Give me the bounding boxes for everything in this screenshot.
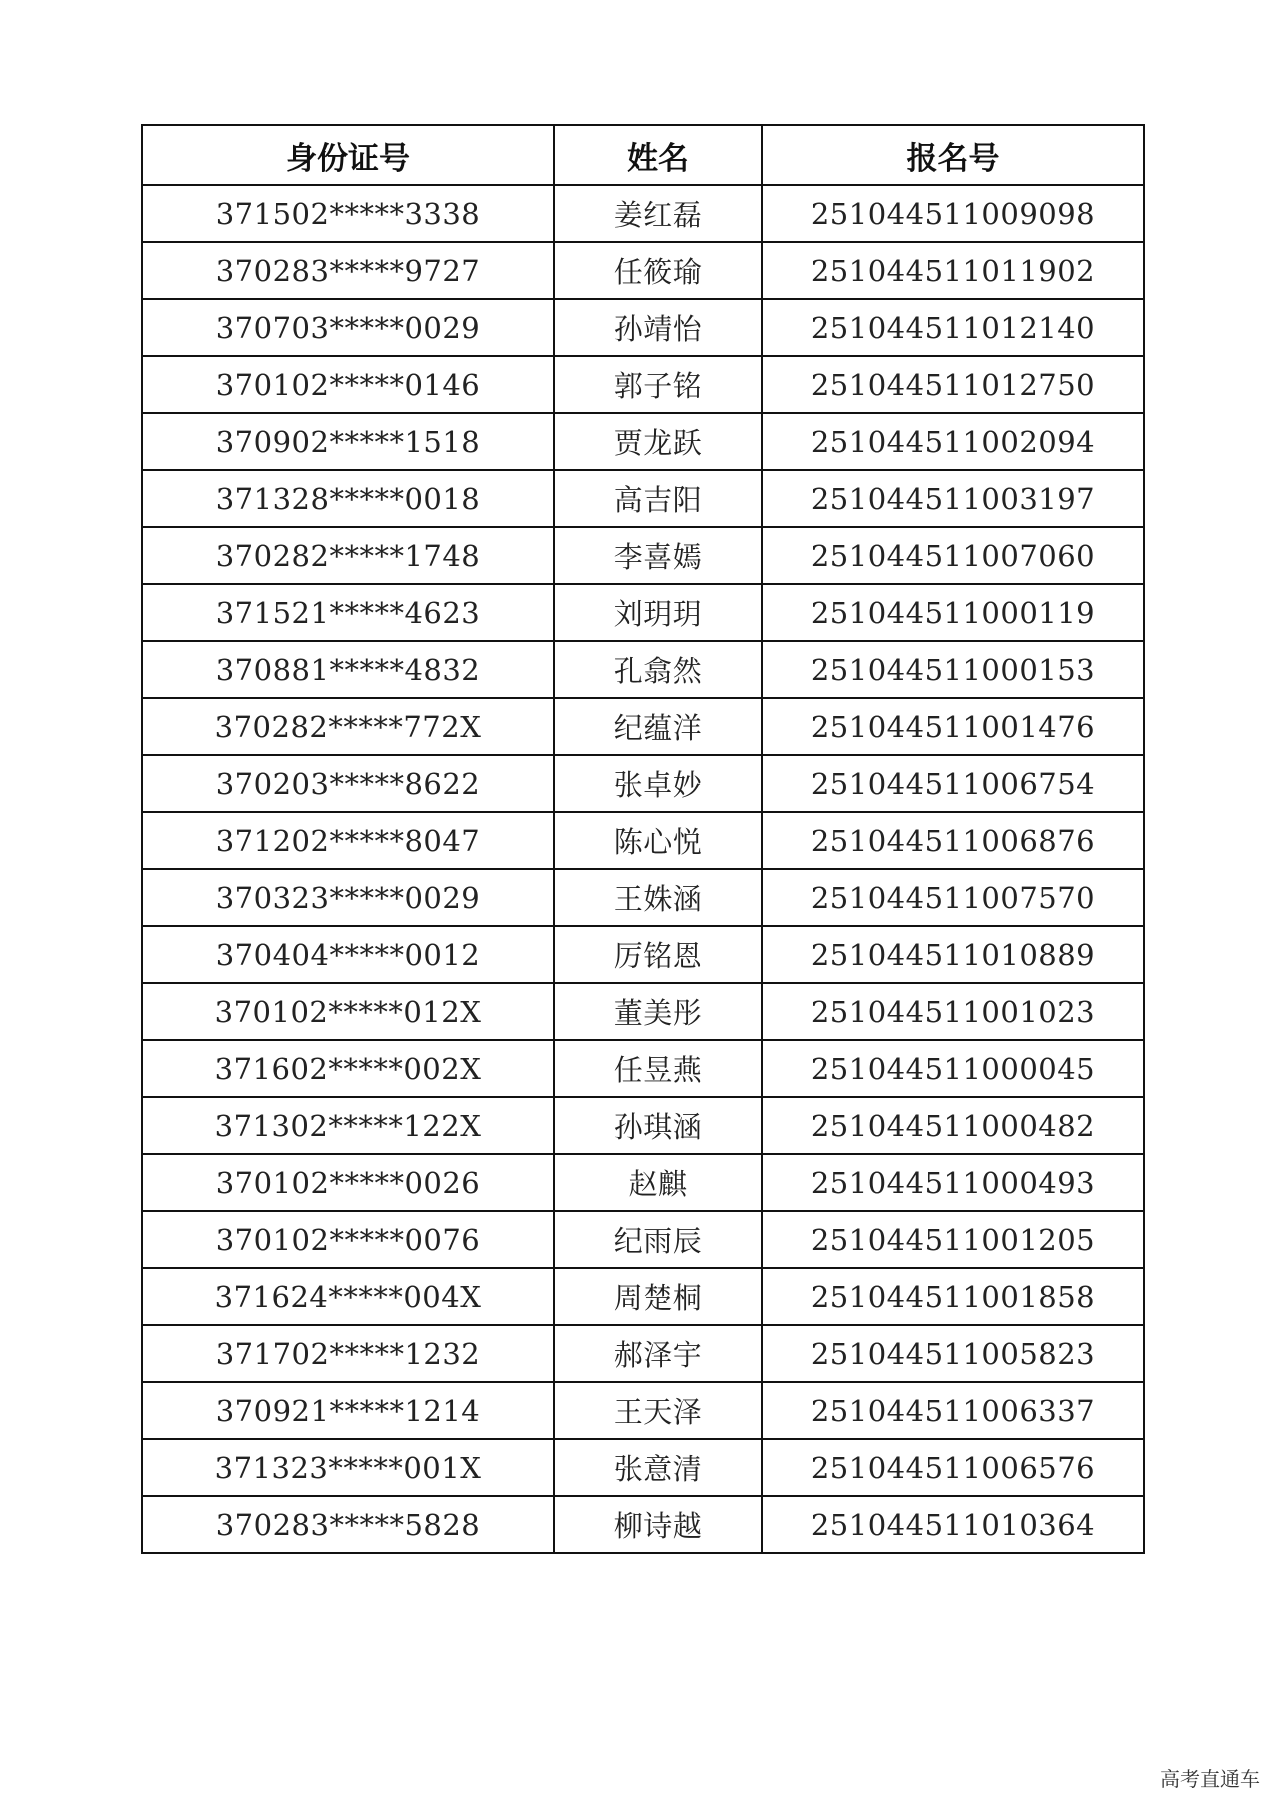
name-cell: 郝泽宇	[554, 1325, 762, 1382]
registration-number-cell: 251044511000482	[762, 1097, 1144, 1154]
name-cell: 刘玥玥	[554, 584, 762, 641]
registration-number-cell: 251044511001858	[762, 1268, 1144, 1325]
registration-number-cell: 251044511000045	[762, 1040, 1144, 1097]
name-cell: 郭子铭	[554, 356, 762, 413]
table-row	[142, 1382, 1144, 1439]
id-number-cell: 371624*****004X	[142, 1268, 554, 1325]
column-header-id-number: 身份证号	[142, 125, 554, 185]
name-cell: 孙靖怡	[554, 299, 762, 356]
id-number-cell: 370102*****0026	[142, 1154, 554, 1211]
name-cell: 李喜嫣	[554, 527, 762, 584]
table-row	[142, 755, 1144, 812]
table-row	[142, 1211, 1144, 1268]
table-row	[142, 1496, 1144, 1553]
name-cell: 孙琪涵	[554, 1097, 762, 1154]
table-row	[142, 1268, 1144, 1325]
column-header-registration-number: 报名号	[762, 125, 1144, 185]
name-cell: 高吉阳	[554, 470, 762, 527]
id-number-cell: 370282*****1748	[142, 527, 554, 584]
registration-number-cell: 251044511012750	[762, 356, 1144, 413]
table-row	[142, 1097, 1144, 1154]
name-cell: 张意清	[554, 1439, 762, 1496]
table-row	[142, 413, 1144, 470]
table-row	[142, 527, 1144, 584]
id-number-cell: 370102*****012X	[142, 983, 554, 1040]
registration-number-cell: 251044511009098	[762, 185, 1144, 242]
id-number-cell: 371302*****122X	[142, 1097, 554, 1154]
name-cell: 陈心悦	[554, 812, 762, 869]
name-cell: 柳诗越	[554, 1496, 762, 1553]
table-row	[142, 299, 1144, 356]
name-cell: 姜红磊	[554, 185, 762, 242]
registration-number-cell: 251044511012140	[762, 299, 1144, 356]
table-row	[142, 641, 1144, 698]
table-row	[142, 812, 1144, 869]
header-row	[142, 125, 1144, 185]
id-number-cell: 370102*****0076	[142, 1211, 554, 1268]
registration-number-cell: 251044511010364	[762, 1496, 1144, 1553]
table-row	[142, 242, 1144, 299]
id-number-cell: 370282*****772X	[142, 698, 554, 755]
name-cell: 周楚桐	[554, 1268, 762, 1325]
registration-number-cell: 251044511000119	[762, 584, 1144, 641]
name-cell: 任筱瑜	[554, 242, 762, 299]
table-row	[142, 698, 1144, 755]
table-row	[142, 1325, 1144, 1382]
name-cell: 任昱燕	[554, 1040, 762, 1097]
registration-number-cell: 251044511005823	[762, 1325, 1144, 1382]
registration-number-cell: 251044511002094	[762, 413, 1144, 470]
name-cell: 纪蕴洋	[554, 698, 762, 755]
id-number-cell: 370283*****5828	[142, 1496, 554, 1553]
name-cell: 董美彤	[554, 983, 762, 1040]
table-row	[142, 983, 1144, 1040]
registration-number-cell: 251044511006754	[762, 755, 1144, 812]
id-number-cell: 370283*****9727	[142, 242, 554, 299]
id-number-cell: 371702*****1232	[142, 1325, 554, 1382]
roster-table	[141, 124, 1145, 1554]
name-cell: 张卓妙	[554, 755, 762, 812]
id-number-cell: 370203*****8622	[142, 755, 554, 812]
registration-number-cell: 251044511011902	[762, 242, 1144, 299]
id-number-cell: 371521*****4623	[142, 584, 554, 641]
table-row	[142, 869, 1144, 926]
id-number-cell: 371502*****3338	[142, 185, 554, 242]
table-row	[142, 185, 1144, 242]
registration-number-cell: 251044511000493	[762, 1154, 1144, 1211]
column-header-name: 姓名	[554, 125, 762, 185]
table-row	[142, 584, 1144, 641]
id-number-cell: 371328*****0018	[142, 470, 554, 527]
registration-number-cell: 251044511007060	[762, 527, 1144, 584]
registration-number-cell: 251044511000153	[762, 641, 1144, 698]
table-row	[142, 1040, 1144, 1097]
name-cell: 赵麒	[554, 1154, 762, 1211]
name-cell: 纪雨辰	[554, 1211, 762, 1268]
name-cell: 贾龙跃	[554, 413, 762, 470]
id-number-cell: 370102*****0146	[142, 356, 554, 413]
id-number-cell: 370881*****4832	[142, 641, 554, 698]
watermark-text: 高考直通车	[1160, 1767, 1260, 1791]
id-number-cell: 370921*****1214	[142, 1382, 554, 1439]
name-cell: 厉铭恩	[554, 926, 762, 983]
id-number-cell: 370703*****0029	[142, 299, 554, 356]
registration-number-cell: 251044511001023	[762, 983, 1144, 1040]
registration-number-cell: 251044511001476	[762, 698, 1144, 755]
id-number-cell: 370902*****1518	[142, 413, 554, 470]
registration-number-cell: 251044511006337	[762, 1382, 1144, 1439]
table-row	[142, 926, 1144, 983]
registration-number-cell: 251044511003197	[762, 470, 1144, 527]
id-number-cell: 371202*****8047	[142, 812, 554, 869]
id-number-cell: 371323*****001X	[142, 1439, 554, 1496]
registration-number-cell: 251044511010889	[762, 926, 1144, 983]
table-row	[142, 470, 1144, 527]
id-number-cell: 371602*****002X	[142, 1040, 554, 1097]
registration-number-cell: 251044511006576	[762, 1439, 1144, 1496]
registration-number-cell: 251044511006876	[762, 812, 1144, 869]
table-body	[142, 185, 1144, 1553]
registration-number-cell: 251044511001205	[762, 1211, 1144, 1268]
registration-number-cell: 251044511007570	[762, 869, 1144, 926]
table-row	[142, 1154, 1144, 1211]
table-row	[142, 356, 1144, 413]
id-number-cell: 370404*****0012	[142, 926, 554, 983]
table-row	[142, 1439, 1144, 1496]
name-cell: 王姝涵	[554, 869, 762, 926]
id-number-cell: 370323*****0029	[142, 869, 554, 926]
name-cell: 孔翕然	[554, 641, 762, 698]
name-cell: 王天泽	[554, 1382, 762, 1439]
